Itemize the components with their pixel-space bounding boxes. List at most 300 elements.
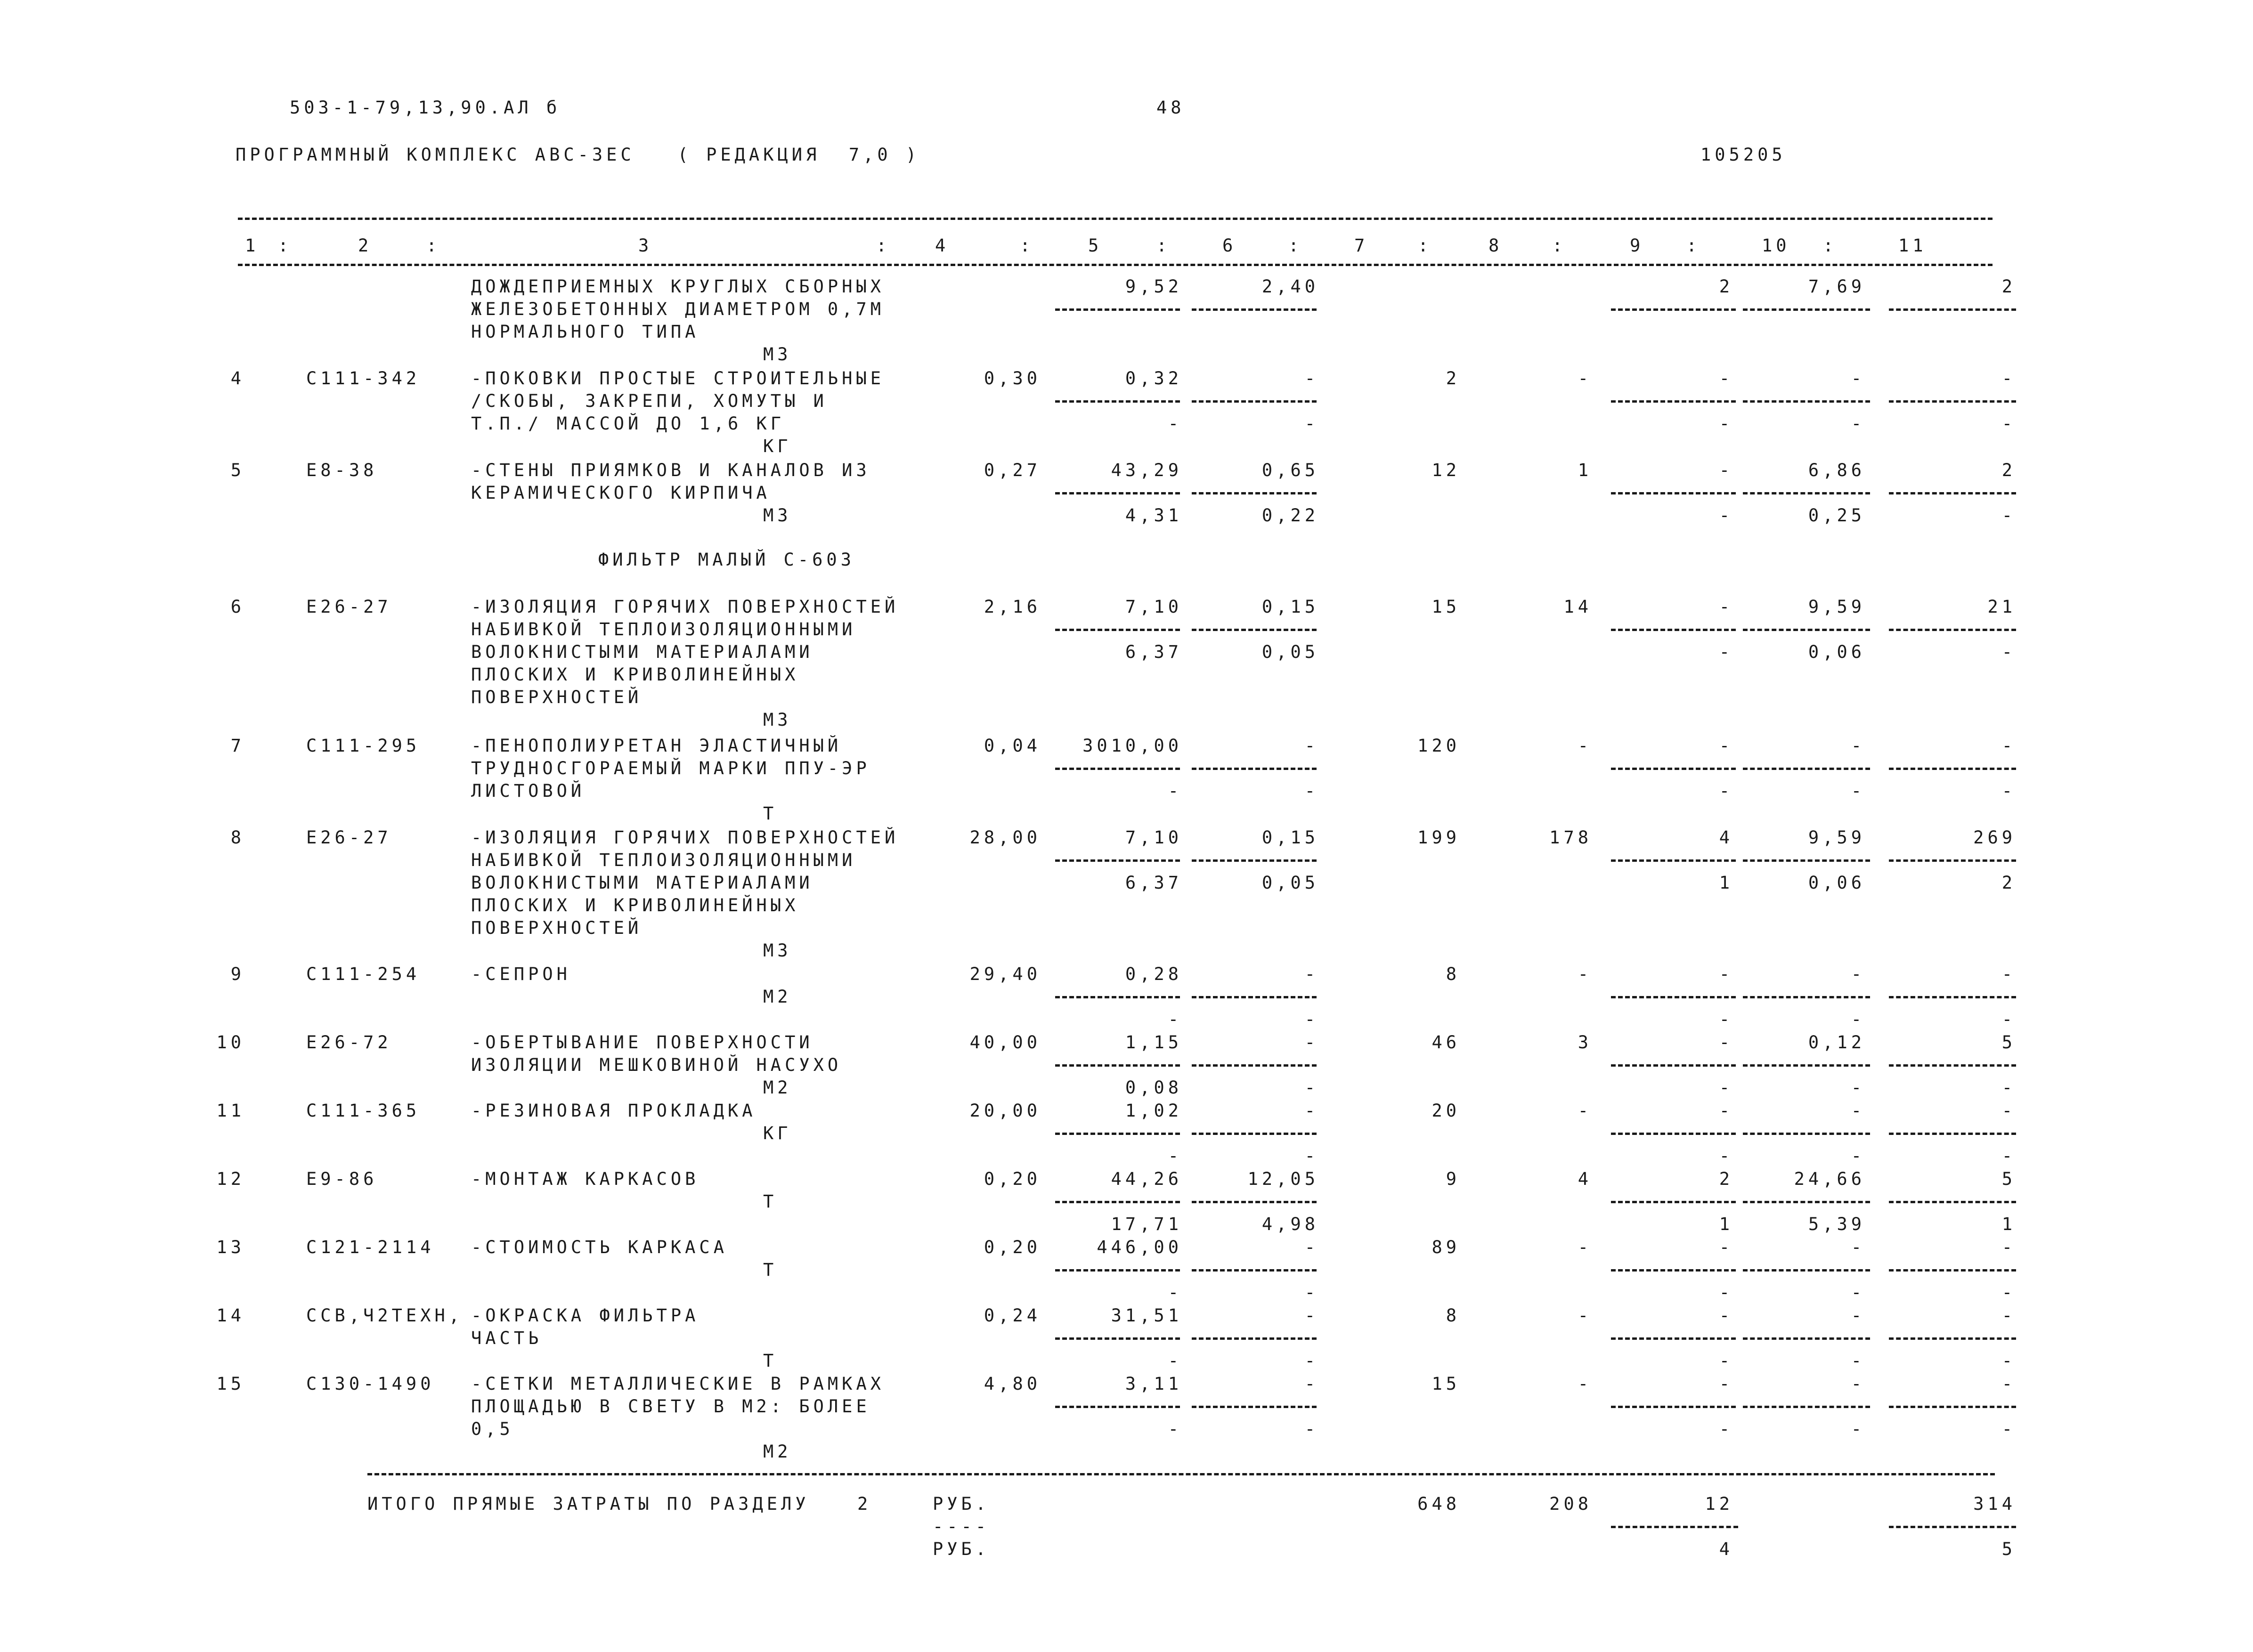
row-sub-value-c11b: 2 xyxy=(2001,873,2016,893)
row-num: 12 xyxy=(216,1169,245,1189)
row-value-c11: 21 xyxy=(1987,597,2016,617)
row-divider-c5 xyxy=(1055,492,1180,494)
row-sub-value-c9b: - xyxy=(1719,642,1733,662)
row-description-line: ТРУДНОСГОРАЕМЫЙ МАРКИ ППУ-ЭР xyxy=(471,758,870,778)
row-num: 6 xyxy=(230,597,245,617)
row-description-line: /СКОБЫ, ЗАКРЕПИ, ХОМУТЫ И xyxy=(471,391,828,411)
row-value-c10: - xyxy=(1851,1237,1865,1257)
row-value-c10: - xyxy=(1851,1374,1865,1394)
row-description-line: ДОЖДЕПРИЕМНЫХ КРУГЛЫХ СБОРНЫХ xyxy=(471,276,885,297)
total-label: ИТОГО ПРЯМЫЕ ЗАТРАТЫ ПО РАЗДЕЛУ xyxy=(367,1494,810,1514)
row-description-line: ВОЛОКНИСТЫМИ МАТЕРИАЛАМИ xyxy=(471,873,813,893)
row-divider-c9 xyxy=(1611,308,1736,311)
row-value-c6: 0,65 xyxy=(1261,460,1319,480)
row-value-c6: 2,40 xyxy=(1261,276,1319,297)
column-separator: : xyxy=(278,235,293,256)
row-value-c11: - xyxy=(2001,1374,2016,1394)
row-sub-value-c9b: - xyxy=(1719,1351,1733,1371)
row-value-c6: - xyxy=(1304,1101,1319,1121)
row-sub-value-c5b: - xyxy=(1168,1282,1182,1303)
row-divider-c5 xyxy=(1055,629,1180,631)
row-sub-value-c11b: - xyxy=(2001,1009,2016,1029)
row-sub-value-c5b: 17,71 xyxy=(1111,1214,1182,1234)
column-number-3: 3 xyxy=(638,235,653,256)
row-value-c8: - xyxy=(1578,368,1592,389)
row-description-line: -СТЕНЫ ПРИЯМКОВ И КАНАЛОВ ИЗ xyxy=(471,460,870,480)
row-value-c7: 120 xyxy=(1417,736,1460,756)
row-value-c4: 40,00 xyxy=(969,1032,1041,1053)
row-value-c10: 24,66 xyxy=(1794,1169,1865,1189)
row-divider-c5 xyxy=(1055,1269,1180,1271)
row-value-c8: - xyxy=(1578,736,1592,756)
row-sub-value-c10b: 5,39 xyxy=(1808,1214,1865,1234)
row-unit: М2 xyxy=(763,1077,792,1098)
row-unit: М3 xyxy=(763,344,792,364)
row-divider-c11 xyxy=(1889,1337,2016,1340)
row-sub-value-c5b: - xyxy=(1168,1351,1182,1371)
row-divider-c6 xyxy=(1192,1064,1317,1067)
row-description-line: ВОЛОКНИСТЫМИ МАТЕРИАЛАМИ xyxy=(471,642,813,662)
row-divider-c9 xyxy=(1611,859,1736,862)
row-divider-c10 xyxy=(1743,492,1870,494)
row-divider-c6 xyxy=(1192,1269,1317,1271)
row-value-c10: - xyxy=(1851,736,1865,756)
total-col9-value: 12 xyxy=(1705,1494,1733,1514)
row-sub-value-c5b: 6,37 xyxy=(1125,873,1182,893)
row-sub-value-c9b: - xyxy=(1719,1146,1733,1166)
row-value-c6: - xyxy=(1304,736,1319,756)
row-divider-c9 xyxy=(1611,400,1736,403)
row-value-c10: - xyxy=(1851,368,1865,389)
row-divider-c6 xyxy=(1192,1133,1317,1135)
row-sub-value-c10b: - xyxy=(1851,1282,1865,1303)
row-code: С130-1490 xyxy=(306,1374,435,1394)
row-value-c7: 2 xyxy=(1446,368,1460,389)
total-unit-rub-second: РУБ. xyxy=(933,1539,990,1559)
column-separator: : xyxy=(1288,235,1303,256)
row-value-c5: 1,15 xyxy=(1125,1032,1182,1053)
row-sub-value-c5b: - xyxy=(1168,1419,1182,1439)
row-value-c4: 0,24 xyxy=(984,1305,1041,1326)
column-separator: : xyxy=(1552,235,1567,256)
row-value-c5: 7,10 xyxy=(1125,597,1182,617)
row-description-line: -ПЕНОПОЛИУРЕТАН ЭЛАСТИЧНЫЙ xyxy=(471,736,842,756)
row-divider-c6 xyxy=(1192,308,1317,311)
row-sub-value-c6b: - xyxy=(1304,781,1319,801)
row-sub-value-c9b: - xyxy=(1719,1077,1733,1098)
row-value-c8: 4 xyxy=(1578,1169,1592,1189)
row-sub-value-c10b: - xyxy=(1851,1146,1865,1166)
row-sub-value-c5b: - xyxy=(1168,413,1182,434)
row-description-line: Т.П./ МАССОЙ ДО 1,6 КГ xyxy=(471,413,785,434)
row-value-c11: 5 xyxy=(2001,1169,2016,1189)
row-value-c7: 9 xyxy=(1446,1169,1460,1189)
row-value-c4: 0,04 xyxy=(984,736,1041,756)
total-col11-sub-value: 5 xyxy=(2001,1539,2016,1559)
row-value-c5: 43,29 xyxy=(1111,460,1182,480)
row-sub-value-c10b: - xyxy=(1851,413,1865,434)
row-sub-value-c6b: 0,22 xyxy=(1261,505,1319,526)
page-number: 48 xyxy=(1156,97,1185,118)
row-value-c9: 4 xyxy=(1719,827,1733,848)
row-value-c9: - xyxy=(1719,1305,1733,1326)
column-number-2: 2 xyxy=(358,235,373,256)
row-description-line: ПЛОСКИХ И КРИВОЛИНЕЙНЫХ xyxy=(471,664,799,685)
column-number-6: 6 xyxy=(1222,235,1237,256)
row-value-c9: - xyxy=(1719,1374,1733,1394)
row-sub-value-c10b: - xyxy=(1851,1351,1865,1371)
row-divider-c11 xyxy=(1889,859,2016,862)
row-divider-c6 xyxy=(1192,629,1317,631)
row-sub-value-c5b: - xyxy=(1168,1146,1182,1166)
column-number-10: 10 xyxy=(1762,235,1790,256)
row-value-c11: - xyxy=(2001,964,2016,984)
column-separator: : xyxy=(426,235,441,256)
row-divider-c5 xyxy=(1055,1406,1180,1408)
row-divider-c11 xyxy=(1889,768,2016,770)
row-value-c6: - xyxy=(1304,1032,1319,1053)
row-value-c8: 14 xyxy=(1563,597,1592,617)
row-value-c8: 3 xyxy=(1578,1032,1592,1053)
row-num: 5 xyxy=(230,460,245,480)
row-sub-value-c5b: - xyxy=(1168,1009,1182,1029)
row-divider-c10 xyxy=(1743,1337,1870,1340)
column-number-1: 1 xyxy=(245,235,260,256)
row-value-c8: - xyxy=(1578,1237,1592,1257)
row-divider-c9 xyxy=(1611,996,1736,998)
row-num: 4 xyxy=(230,368,245,389)
row-sub-value-c9b: - xyxy=(1719,1419,1733,1439)
row-sub-value-c11b: - xyxy=(2001,1351,2016,1371)
row-value-c7: 15 xyxy=(1432,1374,1460,1394)
row-sub-value-c6b: 4,98 xyxy=(1261,1214,1319,1234)
row-value-c11: 5 xyxy=(2001,1032,2016,1053)
row-divider-c11 xyxy=(1889,1406,2016,1408)
row-code: Е26-72 xyxy=(306,1032,392,1053)
row-divider-c6 xyxy=(1192,859,1317,862)
row-value-c5: 1,02 xyxy=(1125,1101,1182,1121)
header-top-rule xyxy=(238,218,1993,220)
row-value-c11: - xyxy=(2001,1101,2016,1121)
row-code: Е26-27 xyxy=(306,827,392,848)
row-unit: Т xyxy=(763,1191,778,1212)
row-unit: М3 xyxy=(763,710,792,730)
row-value-c7: 199 xyxy=(1417,827,1460,848)
section-heading: ФИЛЬТР МАЛЫЙ С-603 xyxy=(598,550,855,570)
row-value-c5: 3010,00 xyxy=(1082,736,1182,756)
row-sub-value-c9b: 1 xyxy=(1719,1214,1733,1234)
row-value-c11: 2 xyxy=(2001,276,2016,297)
row-divider-c5 xyxy=(1055,400,1180,403)
row-num: 15 xyxy=(216,1374,245,1394)
total-unit-dashes: ---- xyxy=(933,1516,990,1537)
row-divider-c9 xyxy=(1611,1337,1736,1340)
row-description-line: ПЛОЩАДЬЮ В СВЕТУ В М2: БОЛЕЕ xyxy=(471,1396,870,1417)
row-unit: КГ xyxy=(763,1123,792,1143)
total-col11-value: 314 xyxy=(1973,1494,2016,1514)
row-value-c9: - xyxy=(1719,368,1733,389)
row-sub-value-c11b: - xyxy=(2001,642,2016,662)
row-description-line: -ИЗОЛЯЦИЯ ГОРЯЧИХ ПОВЕРХНОСТЕЙ xyxy=(471,597,899,617)
row-value-c5: 446,00 xyxy=(1097,1237,1182,1257)
row-description-line: -РЕЗИНОВАЯ ПРОКЛАДКА xyxy=(471,1101,756,1121)
row-value-c4: 0,30 xyxy=(984,368,1041,389)
row-divider-c11 xyxy=(1889,1133,2016,1135)
row-description-line: ПОВЕРХНОСТЕЙ xyxy=(471,687,643,707)
row-value-c6: - xyxy=(1304,1305,1319,1326)
row-code: С111-295 xyxy=(306,736,421,756)
row-value-c11: - xyxy=(2001,736,2016,756)
row-value-c6: - xyxy=(1304,1237,1319,1257)
row-sub-value-c9b: - xyxy=(1719,1282,1733,1303)
row-divider-c11 xyxy=(1889,400,2016,403)
row-sub-value-c11b: - xyxy=(2001,781,2016,801)
row-description-line: НАБИВКОЙ ТЕПЛОИЗОЛЯЦИОННЫМИ xyxy=(471,619,856,640)
row-description-line: ЧАСТЬ xyxy=(471,1328,543,1348)
row-divider-c6 xyxy=(1192,400,1317,403)
document-number: 105205 xyxy=(1700,145,1786,165)
row-value-c11: 2 xyxy=(2001,460,2016,480)
row-unit: М3 xyxy=(763,505,792,526)
row-divider-c10 xyxy=(1743,629,1870,631)
header-bottom-rule xyxy=(238,264,1993,266)
row-divider-c10 xyxy=(1743,1201,1870,1203)
document-code: 503-1-79,13,90.АЛ б xyxy=(290,97,561,118)
row-unit: М2 xyxy=(763,987,792,1007)
row-sub-value-c6b: - xyxy=(1304,413,1319,434)
row-description-line: КЕРАМИЧЕСКОГО КИРПИЧА xyxy=(471,483,771,503)
row-divider-c10 xyxy=(1743,1406,1870,1408)
row-code: Е9-86 xyxy=(306,1169,378,1189)
row-divider-c11 xyxy=(1889,308,2016,311)
row-value-c5: 0,28 xyxy=(1125,964,1182,984)
column-number-7: 7 xyxy=(1354,235,1369,256)
total-top-rule xyxy=(367,1473,1995,1475)
row-value-c11: - xyxy=(2001,368,2016,389)
row-num: 13 xyxy=(216,1237,245,1257)
row-divider-c9 xyxy=(1611,1406,1736,1408)
column-separator: : xyxy=(1156,235,1171,256)
row-value-c4: 29,40 xyxy=(969,964,1041,984)
row-code: ССВ,Ч2ТЕХН, xyxy=(306,1305,464,1326)
row-value-c6: 12,05 xyxy=(1247,1169,1319,1189)
row-code: С111-365 xyxy=(306,1101,421,1121)
row-sub-value-c6b: - xyxy=(1304,1351,1319,1371)
row-divider-c9 xyxy=(1611,1201,1736,1203)
row-value-c9: - xyxy=(1719,964,1733,984)
row-divider-c10 xyxy=(1743,308,1870,311)
row-divider-c9 xyxy=(1611,629,1736,631)
row-sub-value-c11b: - xyxy=(2001,1146,2016,1166)
row-divider-c10 xyxy=(1743,996,1870,998)
row-value-c7: 20 xyxy=(1432,1101,1460,1121)
row-code: Е26-27 xyxy=(306,597,392,617)
row-sub-value-c6b: - xyxy=(1304,1146,1319,1166)
row-value-c5: 31,51 xyxy=(1111,1305,1182,1326)
row-divider-c5 xyxy=(1055,768,1180,770)
row-sub-value-c6b: - xyxy=(1304,1419,1319,1439)
row-sub-value-c6b: - xyxy=(1304,1282,1319,1303)
row-value-c8: 1 xyxy=(1578,460,1592,480)
row-sub-value-c5b: 6,37 xyxy=(1125,642,1182,662)
row-value-c10: - xyxy=(1851,964,1865,984)
row-sub-value-c11b: - xyxy=(2001,505,2016,526)
row-value-c7: 46 xyxy=(1432,1032,1460,1053)
row-divider-c5 xyxy=(1055,1337,1180,1340)
row-divider-c6 xyxy=(1192,1201,1317,1203)
row-description-line: -СЕТКИ МЕТАЛЛИЧЕСКИЕ В РАМКАХ xyxy=(471,1374,885,1394)
row-code: С121-2114 xyxy=(306,1237,435,1257)
row-sub-value-c9b: - xyxy=(1719,413,1733,434)
row-value-c9: 2 xyxy=(1719,276,1733,297)
row-value-c8: - xyxy=(1578,1101,1592,1121)
column-separator: : xyxy=(1686,235,1701,256)
row-divider-c5 xyxy=(1055,1133,1180,1135)
row-description-line: -МОНТАЖ КАРКАСОВ xyxy=(471,1169,699,1189)
row-description-line: -СТОИМОСТЬ КАРКАСА xyxy=(471,1237,728,1257)
total-col9-sub-value: 4 xyxy=(1719,1539,1733,1559)
row-value-c10: 7,69 xyxy=(1808,276,1865,297)
column-number-5: 5 xyxy=(1088,235,1103,256)
row-sub-value-c6b: - xyxy=(1304,1077,1319,1098)
row-sub-value-c9b: - xyxy=(1719,505,1733,526)
row-value-c11: - xyxy=(2001,1237,2016,1257)
row-value-c4: 0,20 xyxy=(984,1169,1041,1189)
row-divider-c9 xyxy=(1611,768,1736,770)
row-sub-value-c10b: 0,06 xyxy=(1808,873,1865,893)
row-value-c10: - xyxy=(1851,1101,1865,1121)
row-sub-value-c11b: - xyxy=(2001,1282,2016,1303)
row-divider-c9 xyxy=(1611,492,1736,494)
row-value-c7: 12 xyxy=(1432,460,1460,480)
row-value-c9: - xyxy=(1719,597,1733,617)
program-title: ПРОГРАММНЫЙ КОМПЛЕКС АВС-ЗЕС ( РЕДАКЦИЯ 7,0 ) xyxy=(236,145,920,165)
total-col7-value: 648 xyxy=(1417,1494,1460,1514)
row-unit: Т xyxy=(763,803,778,824)
row-divider-c11 xyxy=(1889,1269,2016,1271)
row-description-line: 0,5 xyxy=(471,1419,514,1439)
row-divider-c5 xyxy=(1055,1064,1180,1067)
row-divider-c6 xyxy=(1192,492,1317,494)
row-description-line: НАБИВКОЙ ТЕПЛОИЗОЛЯЦИОННЫМИ xyxy=(471,850,856,870)
row-value-c8: 178 xyxy=(1549,827,1592,848)
row-unit: Т xyxy=(763,1260,778,1280)
row-value-c6: - xyxy=(1304,964,1319,984)
column-number-8: 8 xyxy=(1488,235,1503,256)
row-divider-c11 xyxy=(1889,996,2016,998)
row-sub-value-c10b: - xyxy=(1851,781,1865,801)
row-sub-value-c10b: - xyxy=(1851,1419,1865,1439)
row-description-line: ПЛОСКИХ И КРИВОЛИНЕЙНЫХ xyxy=(471,895,799,915)
row-value-c10: 9,59 xyxy=(1808,827,1865,848)
row-value-c5: 3,11 xyxy=(1125,1374,1182,1394)
row-sub-value-c10b: - xyxy=(1851,1077,1865,1098)
row-sub-value-c9b: - xyxy=(1719,1009,1733,1029)
row-divider-c5 xyxy=(1055,859,1180,862)
row-divider-c9 xyxy=(1611,1133,1736,1135)
row-sub-value-c5b: 4,31 xyxy=(1125,505,1182,526)
row-description-line: -ОБЕРТЫВАНИЕ ПОВЕРХНОСТИ xyxy=(471,1032,813,1053)
row-divider-c9 xyxy=(1611,1064,1736,1067)
row-description-line: ЛИСТОВОЙ xyxy=(471,781,586,801)
row-value-c11: 269 xyxy=(1973,827,2016,848)
row-value-c9: - xyxy=(1719,1032,1733,1053)
row-code: С111-254 xyxy=(306,964,421,984)
row-description-line: НОРМАЛЬНОГО ТИПА xyxy=(471,322,699,342)
row-value-c4: 28,00 xyxy=(969,827,1041,848)
row-value-c10: 6,86 xyxy=(1808,460,1865,480)
row-value-c9: - xyxy=(1719,1237,1733,1257)
row-value-c4: 0,20 xyxy=(984,1237,1041,1257)
row-sub-value-c5b: 0,08 xyxy=(1125,1077,1182,1098)
row-value-c7: 89 xyxy=(1432,1237,1460,1257)
row-value-c5: 9,52 xyxy=(1125,276,1182,297)
row-unit: КГ xyxy=(763,436,792,456)
row-sub-value-c11b: - xyxy=(2001,413,2016,434)
row-value-c9: - xyxy=(1719,1101,1733,1121)
total-col8-value: 208 xyxy=(1549,1494,1592,1514)
column-separator: : xyxy=(1823,235,1838,256)
column-separator: : xyxy=(876,235,891,256)
total-section-number: 2 xyxy=(857,1494,872,1514)
row-sub-value-c9b: 1 xyxy=(1719,873,1733,893)
row-sub-value-c6b: 0,05 xyxy=(1261,642,1319,662)
row-divider-c10 xyxy=(1743,1064,1870,1067)
row-value-c10: 9,59 xyxy=(1808,597,1865,617)
row-value-c4: 2,16 xyxy=(984,597,1041,617)
row-divider-c6 xyxy=(1192,996,1317,998)
row-value-c8: - xyxy=(1578,1374,1592,1394)
row-value-c6: - xyxy=(1304,1374,1319,1394)
row-sub-value-c9b: - xyxy=(1719,781,1733,801)
row-divider-c11 xyxy=(1889,1201,2016,1203)
row-sub-value-c11b: - xyxy=(2001,1077,2016,1098)
row-value-c10: 0,12 xyxy=(1808,1032,1865,1053)
row-description-line: ЖЕЛЕЗОБЕТОННЫХ ДИАМЕТРОМ 0,7М xyxy=(471,299,885,319)
total-unit-rub: РУБ. xyxy=(933,1494,990,1514)
row-value-c7: 8 xyxy=(1446,964,1460,984)
row-num: 11 xyxy=(216,1101,245,1121)
row-divider-c9 xyxy=(1611,1269,1736,1271)
row-num: 8 xyxy=(230,827,245,848)
row-value-c6: - xyxy=(1304,368,1319,389)
column-number-4: 4 xyxy=(935,235,950,256)
row-divider-c6 xyxy=(1192,1337,1317,1340)
row-divider-c6 xyxy=(1192,1406,1317,1408)
row-unit: М2 xyxy=(763,1441,792,1462)
row-divider-c10 xyxy=(1743,1133,1870,1135)
total-col9-rule xyxy=(1611,1526,1738,1528)
row-sub-value-c6b: - xyxy=(1304,1009,1319,1029)
row-value-c5: 0,32 xyxy=(1125,368,1182,389)
row-value-c10: - xyxy=(1851,1305,1865,1326)
row-num: 10 xyxy=(216,1032,245,1053)
row-value-c9: 2 xyxy=(1719,1169,1733,1189)
row-value-c4: 4,80 xyxy=(984,1374,1041,1394)
row-value-c5: 44,26 xyxy=(1111,1169,1182,1189)
row-num: 14 xyxy=(216,1305,245,1326)
total-col11-rule xyxy=(1889,1526,2016,1528)
row-value-c5: 7,10 xyxy=(1125,827,1182,848)
row-divider-c5 xyxy=(1055,308,1180,311)
row-divider-c11 xyxy=(1889,492,2016,494)
row-description-line: -ОКРАСКА ФИЛЬТРА xyxy=(471,1305,699,1326)
row-value-c6: 0,15 xyxy=(1261,827,1319,848)
row-code: Е8-38 xyxy=(306,460,378,480)
column-number-11: 11 xyxy=(1898,235,1927,256)
row-sub-value-c11b: - xyxy=(2001,1419,2016,1439)
row-divider-c10 xyxy=(1743,768,1870,770)
